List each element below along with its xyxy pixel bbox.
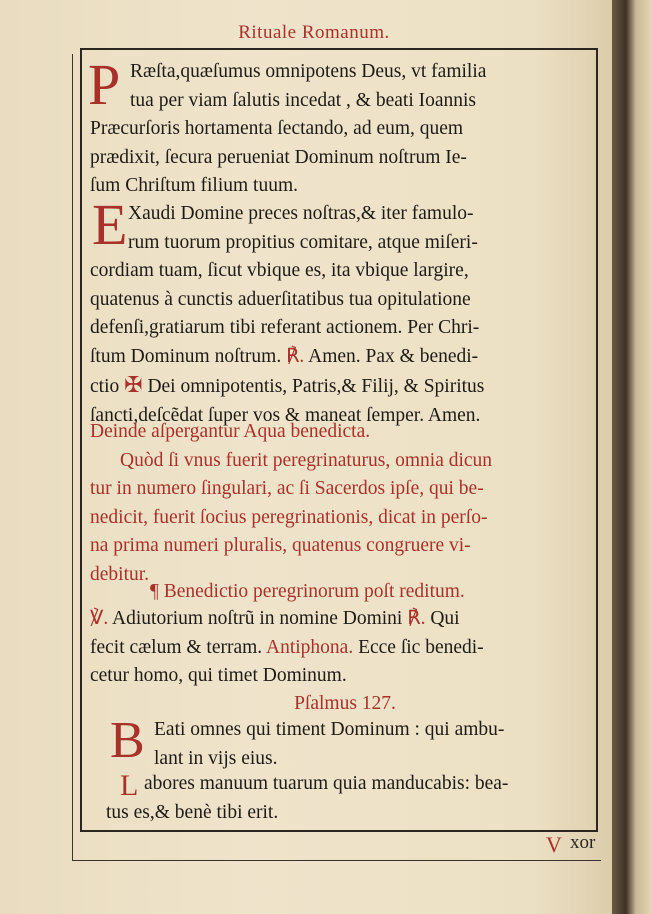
rubric <box>90 418 600 589</box>
rubric-line: tur in numero ſingulari, ac ſi Sacerdos ipſe, qui be- <box>90 478 484 499</box>
response-symbol: ℟. <box>407 608 426 629</box>
text-line: Ræſta,quæſumus omnipotens Deus, vt familia <box>130 61 487 82</box>
drop-cap-l: L <box>120 769 139 802</box>
versicle-symbol: ℣. <box>90 608 109 629</box>
text-segment: Dei omnipotentis, Patris,& Filij, & Spiritus <box>147 376 485 397</box>
text-segment: Qui <box>430 608 460 629</box>
antiphona-label: Antiphona. <box>266 636 354 658</box>
text-segment: ſtum Dominum noſtrum. <box>90 345 282 367</box>
text-line <box>90 605 600 634</box>
text-line: tus es,& benè tibi erit. <box>106 801 279 823</box>
text-line: ſancti,deſcẽdat ſuper vos & maneat ſemper. Amen. <box>90 404 481 426</box>
rubric-line: Quòd ſi vnus fuerit peregrinaturus, omnia dicun <box>120 449 493 471</box>
text-segment: Ecce ſic benedi- <box>358 636 484 658</box>
text-line: Xaudi Domine preces noſtras,& iter famulo- <box>128 203 474 224</box>
cross-icon: ✠ <box>124 372 143 397</box>
psalm-verse-2 <box>106 770 604 827</box>
section-title: ¶ Benedictio peregrinorum poſt reditum. <box>150 581 465 602</box>
text-line: prædixit, ſecura perueniat Dominum noſtrum Ie- <box>90 146 467 168</box>
prayer-2 <box>90 200 600 430</box>
text-line: Eati omnes qui timent Dominum : qui ambu- <box>154 719 505 740</box>
drop-cap-b: B <box>110 712 145 769</box>
response-symbol: ℟. <box>286 345 305 367</box>
text-line: quatenus à cunctis aduerſitatibus tua opitulatione <box>90 288 471 310</box>
rubric-line: debitur. <box>90 563 150 585</box>
drop-cap-p: P <box>88 52 121 117</box>
text-line: lant in vijs eius. <box>154 747 278 769</box>
text-segment: ctio <box>90 376 120 397</box>
book-gutter <box>612 0 652 914</box>
text-line: defenſi,gratiarum tibi referant actionem. Per Chri- <box>90 317 480 338</box>
psalm-title: Pſalmus 127. <box>294 693 396 714</box>
running-header: Rituale Romanum. <box>238 22 390 43</box>
text-line <box>90 371 600 402</box>
text-line: rum tuorum propitius comitare, atque miſeri- <box>128 231 478 253</box>
text-line: cetur homo, qui timet Dominum. <box>90 665 347 686</box>
text-line <box>90 343 600 372</box>
prayer-1 <box>88 52 600 201</box>
psalm-verse-1 <box>154 716 604 773</box>
text-segment: Amen. Pax & benedi- <box>308 345 479 367</box>
text-line: tua per viam ſalutis incedat , & beati Ioannis <box>130 89 477 111</box>
page-number: xor <box>570 832 596 853</box>
signature-mark: V <box>546 832 562 857</box>
rubric-line: nedicit, fuerit ſocius peregrinationis, dicat in perſo- <box>90 506 488 528</box>
text-segment: Adiutorium noſtrũ in nomine Domini <box>112 608 403 629</box>
text-line: Præcurſoris hortamenta ſectando, ad eum, quem <box>90 118 464 139</box>
drop-cap-e: E <box>92 192 128 257</box>
text-line <box>90 634 600 663</box>
text-line: abores manuum tuarum quia manducabis: bea- <box>144 773 509 794</box>
text-line: ſum Chriſtum filium tuum. <box>90 175 299 196</box>
text-segment: fecit cælum & terram. <box>90 636 263 658</box>
rubric-line: Deinde aſpergantur Aqua benedicta. <box>90 421 371 442</box>
text-line: cordiam tuam, ſicut vbique es, ita vbique largire, <box>90 260 469 281</box>
versicle <box>90 605 600 691</box>
rubric-line: na prima numeri pluralis, quatenus congruere vi- <box>90 535 471 556</box>
